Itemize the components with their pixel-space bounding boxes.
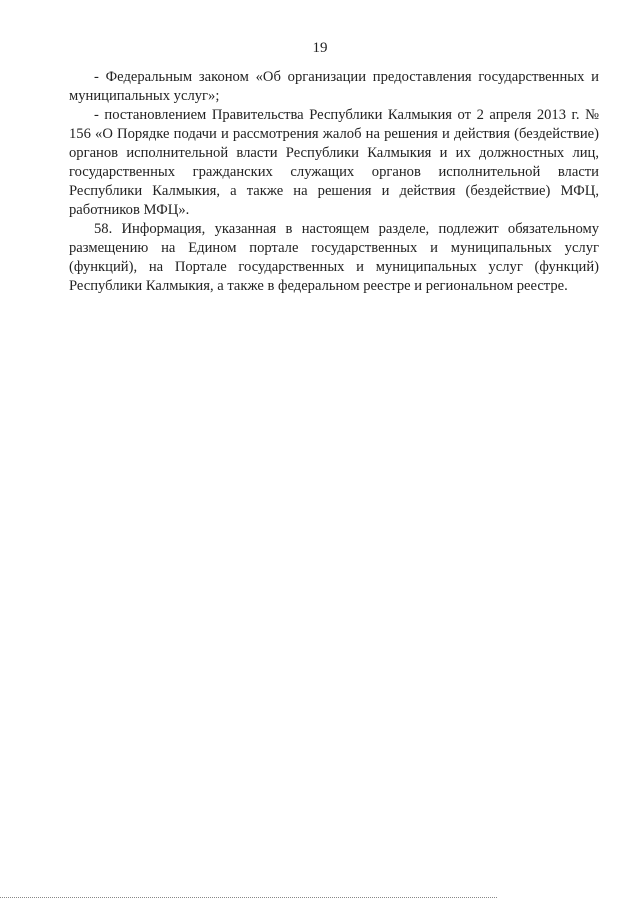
paragraph-58: 58. Информация, указанная в настоящем разделе, подлежит обязательному размещению на Едином портале государственных и муниципальных услуг (функций), на Портале государственных и муниципальных услуг (функций) Республики Калмыкия, а также в федеральном реестре и региональном реестре.: [69, 221, 599, 294]
page-number: 19: [312, 40, 328, 56]
document-body: [69, 68, 599, 296]
footer-divider: [0, 897, 497, 898]
paragraph-government-resolution: - постановлением Правительства Республики Калмыкия от 2 апреля 2013 г. № 156 «О Порядке подачи и рассмотрения жалоб на решения и действия (бездействие) органов исполнительной власти Республики Калмыкия и их должностных лиц, государственных гражданских служащих органов исполнительной власти Республики Калмыкия, а также на решения и действия (бездействие) МФЦ, работников МФЦ».: [69, 107, 599, 218]
paragraph-federal-law: - Федеральным законом «Об организации предоставления государственных и муниципальных услуг»;: [69, 69, 599, 104]
